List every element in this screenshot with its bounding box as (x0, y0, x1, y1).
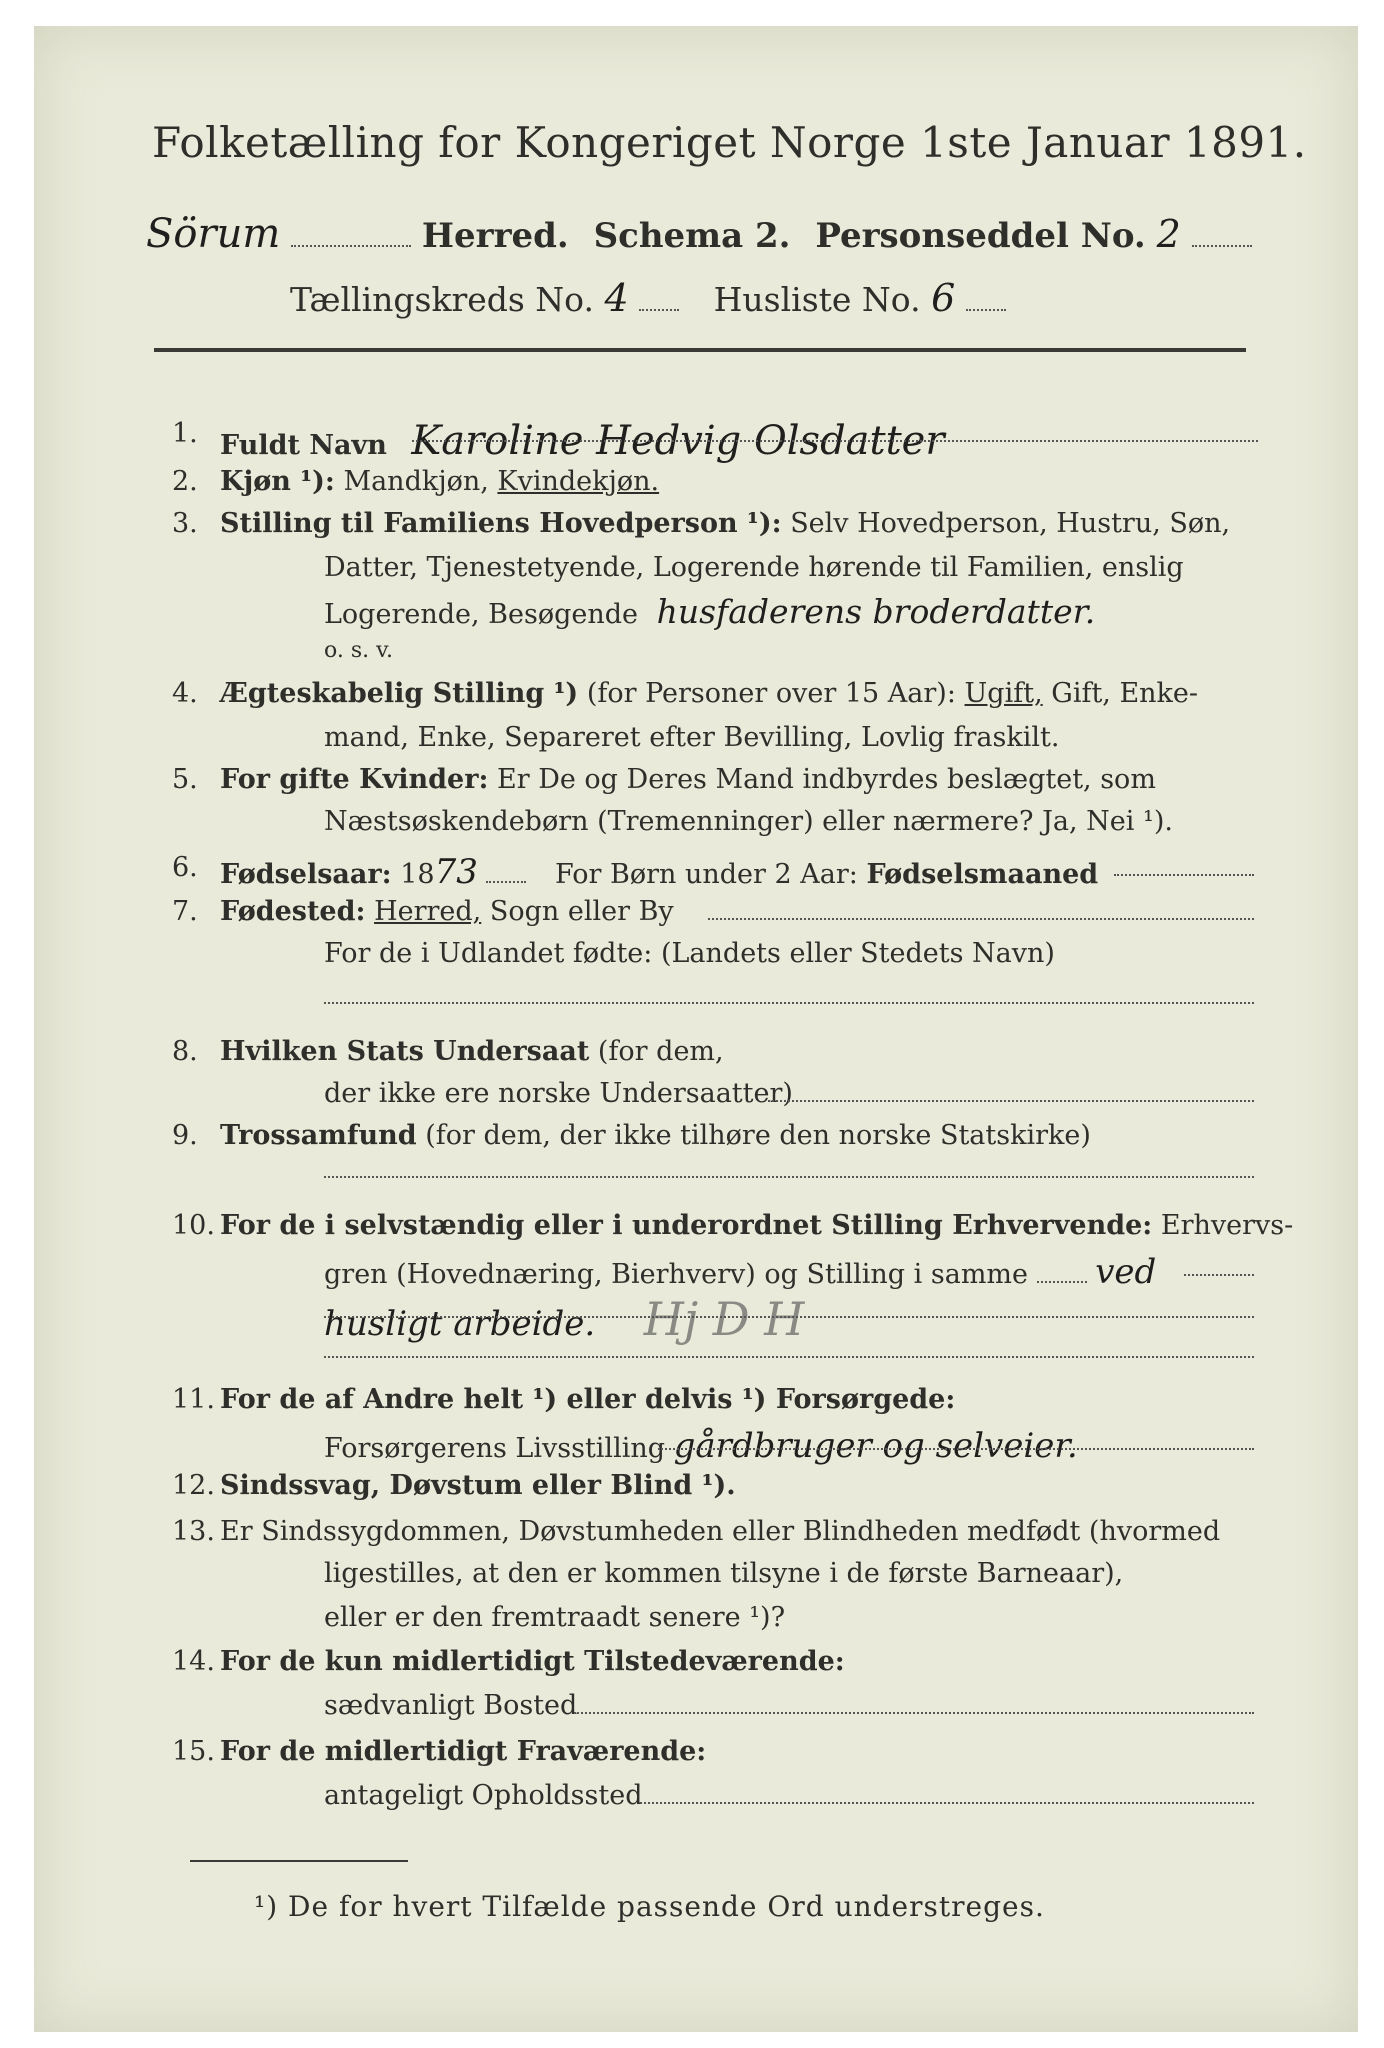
q10-line3 (324, 1292, 804, 1346)
q1-number: 1. (172, 418, 198, 449)
q11-label: For de af Andre helt ¹) eller delvis ¹) Forsørgede: (220, 1384, 956, 1415)
q10-line1 (220, 1210, 1293, 1241)
q3-line1 (220, 508, 1230, 539)
q7-label: Fødested: (220, 896, 366, 927)
q3-label: Stilling til Familiens Hovedperson ¹): (220, 508, 782, 539)
q12-number: 12. (172, 1470, 215, 1501)
q11-line2 (324, 1426, 1078, 1466)
q7-line2: For de i Udlandet fødte: (Landets eller Stedets Navn) (324, 938, 1055, 969)
q10-line2 (324, 1252, 1156, 1292)
q11-answer: gårdbruger og selveier. (673, 1426, 1078, 1466)
q6-label: Fødselsaar: (220, 859, 392, 890)
q12-label: Sindssvag, Døvstum eller Blind ¹). (220, 1470, 736, 1501)
q14-line2: sædvanligt Bosted (324, 1690, 578, 1721)
header-divider (154, 348, 1246, 352)
q5-line1 (220, 764, 1156, 795)
q9-number: 9. (172, 1120, 198, 1151)
q3-number: 3. (172, 508, 198, 539)
q15-label: For de midlertidigt Fraværende: (220, 1736, 707, 1767)
q14-label: For de kun midlertidigt Tilstedeværende: (220, 1646, 845, 1677)
q2-text (220, 466, 659, 497)
q5-label: For gifte Kvinder: (220, 764, 489, 795)
municipality-handwritten: Sörum (146, 211, 281, 257)
q6-infant-text: For Børn under 2 Aar: (555, 859, 858, 890)
q10-pencil-note: Hj D H (643, 1292, 805, 1346)
taellingskreds-label: Tællingskreds No. (290, 280, 594, 319)
municipality-line (146, 211, 1252, 257)
q10-answer-part2: husligt arbeide. (324, 1304, 596, 1344)
q8-number: 8. (172, 1036, 198, 1067)
q5-line1-text: Er De og Deres Mand indbyrdes beslægtet, som (497, 764, 1156, 795)
q7-line1 (220, 896, 674, 927)
husliste-value: 6 (931, 276, 956, 320)
husliste-label: Husliste No. (713, 280, 921, 319)
q2-number: 2. (172, 466, 198, 497)
q4-option-ugift: Ugift, (964, 678, 1043, 709)
personseddel-value: 2 (1156, 212, 1181, 256)
taellingskreds-value: 4 (604, 276, 629, 320)
schema-label: Schema 2. (593, 216, 791, 256)
q5-number: 5. (172, 764, 198, 795)
footnote: ¹) De for hvert Tilfælde passende Ord understreges. (254, 1890, 1045, 1923)
q10-number: 10. (172, 1210, 215, 1241)
q6-month-label: Fødselsmaaned (866, 859, 1099, 890)
q10-label: For de i selvstændig eller i underordnet Stilling Erhvervende: (220, 1210, 1153, 1241)
q3-answer: husfaderens broderdatter. (656, 592, 1096, 631)
q9-line1 (220, 1120, 1240, 1151)
q2-label: Kjøn ¹): (220, 466, 335, 497)
q9-line1-text: (for dem, der ikke tilhøre den norske Statskirke) (425, 1120, 1091, 1151)
form-title: Folketælling for Kongeriget Norge 1ste Januar 1891. (152, 118, 1307, 167)
q13-line3: eller er den fremtraadt senere ¹)? (324, 1602, 786, 1633)
q10-line1-text: Erhvervs- (1160, 1210, 1294, 1241)
q8-line1-text: (for dem, (597, 1036, 724, 1067)
q2-option-1: Mandkjøn, (343, 466, 489, 497)
q3-line2: Datter, Tjenestetyende, Logerende hørende til Familien, enslig (324, 552, 1184, 583)
q4-line2: mand, Enke, Separeret efter Bevilling, Lovlig fraskilt. (324, 722, 1060, 753)
q1-label: Fuldt Navn (220, 430, 387, 461)
q14-number: 14. (172, 1646, 215, 1677)
q1-answer: Karoline Hedvig Olsdatter (411, 418, 945, 464)
q4-condition: (for Personer over 15 Aar): (586, 678, 956, 709)
q2-option-2: Kvindekjøn. (497, 466, 660, 497)
q8-line2: der ikke ere norske Undersaatter) (324, 1078, 793, 1109)
personseddel-label: Personseddel No. (815, 216, 1146, 256)
q15-number: 15. (172, 1736, 215, 1767)
q8-label: Hvilken Stats Undersaat (220, 1036, 590, 1067)
q13-line1: Er Sindssygdommen, Døvstumheden eller Blindheden medfødt (hvormed (220, 1516, 1221, 1547)
q4-label: Ægteskabelig Stilling ¹) (220, 678, 579, 709)
q5-line2: Næstsøskendebørn (Tremenninger) eller nærmere? Ja, Nei ¹). (324, 806, 1173, 837)
q6-prefix: 18 (400, 859, 435, 890)
q6-line (220, 852, 1098, 892)
q9-label: Trossamfund (220, 1120, 417, 1151)
q15-line2: antageligt Opholdssted (324, 1780, 643, 1811)
q6-number: 6. (172, 852, 198, 883)
q3-line3-text: Logerende, Besøgende (324, 599, 638, 630)
census-form-sheet (34, 26, 1358, 2032)
q4-rest: Gift, Enke- (1051, 678, 1199, 709)
q10-answer-part1: ved (1095, 1252, 1157, 1292)
q7-number: 7. (172, 896, 198, 927)
q3-line3 (324, 592, 1095, 631)
herred-label: Herred. (421, 216, 569, 256)
footnote-divider (190, 1860, 408, 1862)
q11-line2-text: Forsørgerens Livsstilling (324, 1433, 666, 1464)
q3-line1-text: Selv Hovedperson, Hustru, Søn, (790, 508, 1231, 539)
q4-number: 4. (172, 678, 198, 709)
q13-line2: ligestilles, at den er kommen tilsyne i de første Barneaar), (324, 1558, 1124, 1589)
q4-line1 (220, 678, 1198, 709)
q13-number: 13. (172, 1516, 215, 1547)
district-line (290, 276, 1006, 320)
q7-option-herred: Herred, (374, 896, 482, 927)
q10-line2-text: gren (Hovednæring, Bierhverv) og Stilling i samme (324, 1259, 1029, 1290)
q8-line1 (220, 1036, 724, 1067)
q11-line1 (220, 1384, 955, 1415)
q11-number: 11. (172, 1384, 215, 1415)
q6-answer: 73 (434, 852, 478, 892)
q7-rest: Sogn eller By (489, 896, 674, 927)
q3-line4: o. s. v. (324, 638, 393, 663)
